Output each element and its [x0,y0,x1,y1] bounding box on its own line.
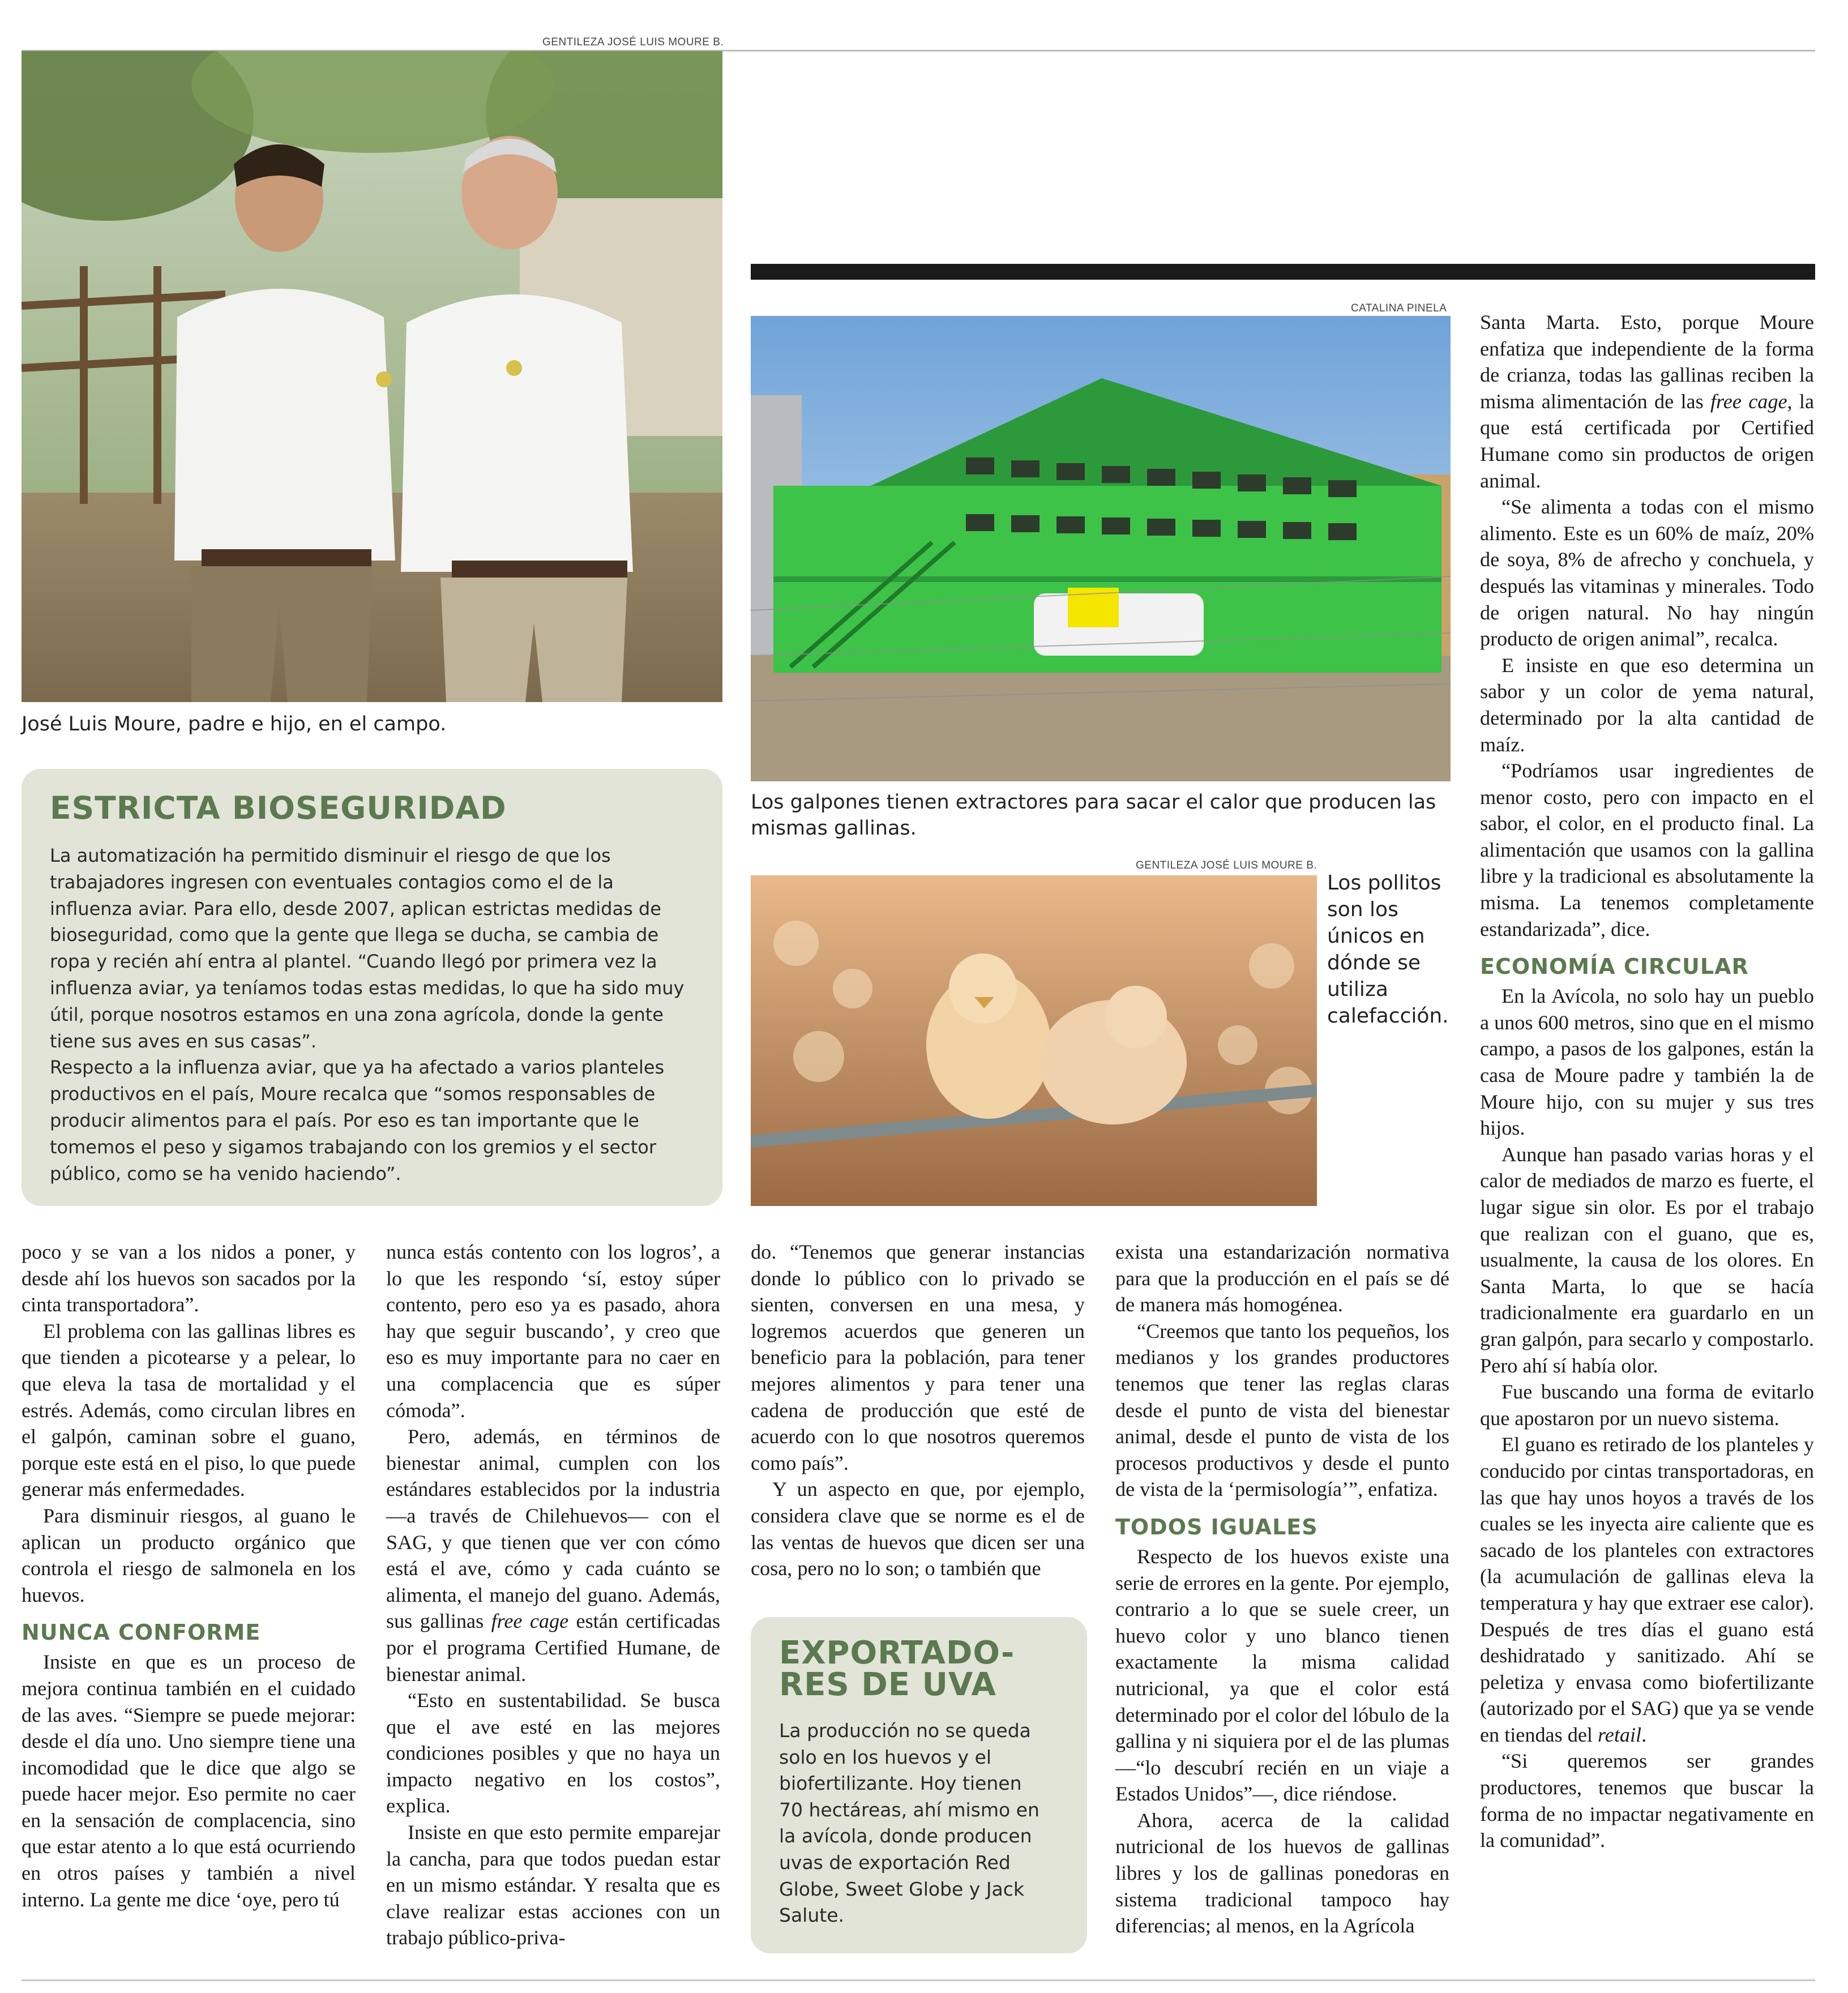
paragraph: poco y se van a los nidos a poner, y desde ahí los huevos son sacados por la cinta transportadora”. [22,1241,356,1316]
paragraph: Insiste en que es un proceso de mejora continua también en el cuidado de las aves. “Siempre se puede mejorar: desde el día uno. Uno siempre tiene una incomodidad que le dice que algo se puede hacer mejor. Eso permite no caer en la sensación de complacencia, sino que estar atento a lo que está ocurriendo en otros países y también a nivel interno. La gente me dice ‘oye, pero tú [22,1650,356,1911]
caption-chicks: Los pollitos son los únicos en dónde se utiliza calefacción. [1327,871,1449,1028]
photo-credit-moure: GENTILEZA JOSÉ LUIS MOURE B. [542,36,724,48]
article-column-5 [1480,309,1814,1854]
bioseguridad-paragraph-2: Respecto a la influenza aviar, que ya ha afectado a varios planteles productivos en el país, Moure recalca que “somos responsables de producir alimentos para el país. Por eso es tan importante que le tomemos el peso y sigamos trabajando con los gremios y el sector público, como se ha venido haciendo”. [50,1057,665,1184]
uva-title-line-2: RES DE UVA [779,1666,996,1703]
bioseguridad-box [22,769,722,1206]
article-column-1 [22,1239,356,1913]
paragraph: nunca estás contento con los logros’, a lo que les respondo ‘sí, estoy súper contento, pero eso ya es pasado, ahora hay que seguir buscando’, y creo que eso es muy importante para no caer en una complacencia que es súper cómoda”. [386,1241,720,1422]
paragraph: El guano es retirado de los planteles y conducido por cintas transportadoras, en las que hay unos hoyos a través de los cuales se les inyecta aire caliente que es sacado de los planteles con extractores (la acumulación de gallinas eleva la temperatura y hay que extraer ese calor). Después de tres días el guano está deshidratado y sanitizado. Ahí se peletiza y envasa como biofertilizante (autorizado por el SAG) que ya se vende en tiendas del retail. [1480,1433,1814,1746]
caption-moure: José Luis Moure, padre e hijo, en el campo. [22,713,447,735]
paragraph: “Si queremos ser grandes productores, tenemos que buscar la forma de no impactar negativamente en la comunidad”. [1480,1750,1814,1852]
uva-title [779,1637,1015,1701]
paragraph: “Creemos que tanto los pequeños, los medianos y los grandes productores tenemos que tener las reglas claras desde el punto de vista del bienestar animal, desde el punto de vista de los procesos productivos y desde el punto de vista de la ‘permisología’”, enfatiza. [1115,1319,1449,1501]
paragraph: Fue buscando una forma de evitarlo que apostaron por un nuevo sistema. [1480,1380,1814,1430]
paragraph: “Esto en sustentabilidad. Se busca que el ave esté en las mejores condiciones posibles y que no haya un impacto negativo en los costos”, explica. [386,1689,720,1817]
paragraph: “Podríamos usar ingredientes de menor costo, pero con impacto en el sabor, el color, en el producto final. La alimentación que usamos con la gallina libre y la tradicional es absolutamente la misma. La tenemos completamente estandarizada”, dice. [1480,759,1814,940]
bioseguridad-title: ESTRICTA BIOSEGURIDAD [50,790,507,826]
paragraph: Aunque han pasado varias horas y el calor de mediados de marzo es fuerte, el lugar sigue sin olor. Es por el trabajo que realizan con el guano, que es, usualmente, la causa de los olores. En Santa Marta, lo que se hacía tradicionalmente era guardarlo en un gran galpón, para secarlo y compostarlo. Pero ahí sí había olor. [1480,1143,1814,1377]
chicks-photo [751,875,1317,1206]
subhead-economia-circular: ECONOMÍA CIRCULAR [1480,954,1749,980]
section-bar [751,264,1815,280]
paragraph: En la Avícola, no solo hay un pueblo a unos 600 metros, sino que en el mismo campo, a pasos de los galpones, están la casa de Moure padre y también la de Moure hijo, con su mujer y sus tres hijos. [1480,985,1814,1140]
paragraph: Pero, además, en términos de bienestar animal, cumplen con los estándares establecidos por la industria —a través de Chilehuevos— con el SAG, y que tienen que ver con cómo está el ave, cómo y cada cuánto se alimenta, el manejo del guano. Además, sus gallinas free cage están certificadas por el programa Certified Humane, de bienestar animal. [386,1425,720,1686]
bioseguridad-paragraph-1: La automatización ha permitido disminuir el riesgo de que los trabajadores ingresen con eventuales contagios como el de la influenza aviar. Para ello, desde 2007, aplican estrictas medidas de bioseguridad, como que la gente que llega se ducha, se cambia de ropa y recién ahí entra al plantel. “Cuando llegó por primera vez la influenza aviar, ya teníamos todas estas medidas, lo que ha sido muy útil, porque nosotros estamos en una zona agrícola, donde la gente tiene sus aves en sus casas”. [50,845,685,1052]
photo-credit-building: CATALINA PINELA [1351,302,1447,314]
subhead-nunca-conforme: NUNCA CONFORME [22,1620,261,1645]
paragraph: Santa Marta. Esto, porque Moure enfatiza que independiente de la forma de crianza, todas las gallinas reciben la misma alimentación de las free cage, la que está certificada por Certified Humane como sin productos de origen animal. [1480,311,1815,492]
paragraph: exista una estandarización normativa para que la producción en el país se dé de manera más homogénea. [1115,1241,1449,1316]
paragraph: Ahora, acerca de la calidad nutricional de los huevos de gallinas libres y los de gallinas ponedoras en sistema tradicional tampoco hay diferencias; al menos, en la Agrícola [1115,1808,1449,1938]
article-column-2 [386,1239,720,1951]
bioseguridad-text [50,842,696,1187]
bottom-rule [22,1979,1815,1981]
uva-title-line-1: EXPORTADO- [779,1635,1015,1671]
paragraph: Insiste en que esto permite emparejar la cancha, para que todos puedan estar en un mismo estándar. Y resalta que es clave realizar estas acciones con un trabajo público-priva- [386,1821,720,1949]
paragraph: do. “Tenemos que generar instancias donde lo público con lo privado se sienten, conversen en una mesa, y logremos acuerdos que generen un beneficio para la población, para tener mejores alimentos y para tener una cadena de producción que esté de acuerdo con lo que nosotros queremos como país”. [751,1241,1085,1474]
photo-credit-chicks: GENTILEZA JOSÉ LUIS MOURE B. [1136,859,1317,871]
paragraph: Respecto de los huevos existe una serie de errores en la gente. Por ejemplo, contrario a lo que se suele creer, un huevo color y uno blanco tienen exactamente la misma calidad nutricional, ya que el color está determinado por el color del lóbulo de la gallina y ni siquiera por el de las plumas —“lo descubrí recién en un viaje a Estados Unidos”—, dice riéndose. [1115,1545,1449,1806]
article-column-3 [751,1239,1085,1582]
subhead-todos-iguales: TODOS IGUALES [1115,1514,1318,1539]
moure-photo [22,51,722,702]
caption-building: Los galpones tienen extractores para sacar el calor que producen las mismas gallinas. [751,791,1436,840]
article-column-4 [1115,1239,1449,1939]
paragraph: Para disminuir riesgos, al guano le aplican un producto orgánico que controla el riesgo de salmonela en los huevos. [22,1504,356,1606]
paragraph: “Se alimenta a todas con el mismo alimento. Este es un 60% de maíz, 20% de soya, 8% de afrecho y conchuela, y después las vitaminas y minerales. Todo de origen natural. No hay ningún producto de origen animal”, recalca. [1480,495,1814,651]
paragraph: E insiste en que eso determina un sabor y un color de yema natural, determinado por la alta cantidad de maíz. [1480,653,1814,756]
paragraph: Y un aspecto en que, por ejemplo, considera clave que se norme es el de las ventas de huevos que dicen ser una cosa, pero no lo son; o también que [751,1478,1085,1580]
paragraph: El problema con las gallinas libres es que tienden a picotearse y a pelear, lo que eleva la tasa de mortalidad y el estrés. Además, como circulan libres en el galpón, caminan sobre el guano, porque este está en el piso, lo que puede generar más enfermedades. [22,1319,356,1501]
galpon-photo [751,316,1451,781]
uva-text: La producción no se queda solo en los huevos y el biofertilizante. Hoy tienen 70 hectáreas, ahí mismo en la avícola, donde producen uvas de exportación Red Globe, Sweet Globe y Jack Salute. [779,1720,1040,1927]
uva-box [751,1617,1087,1953]
